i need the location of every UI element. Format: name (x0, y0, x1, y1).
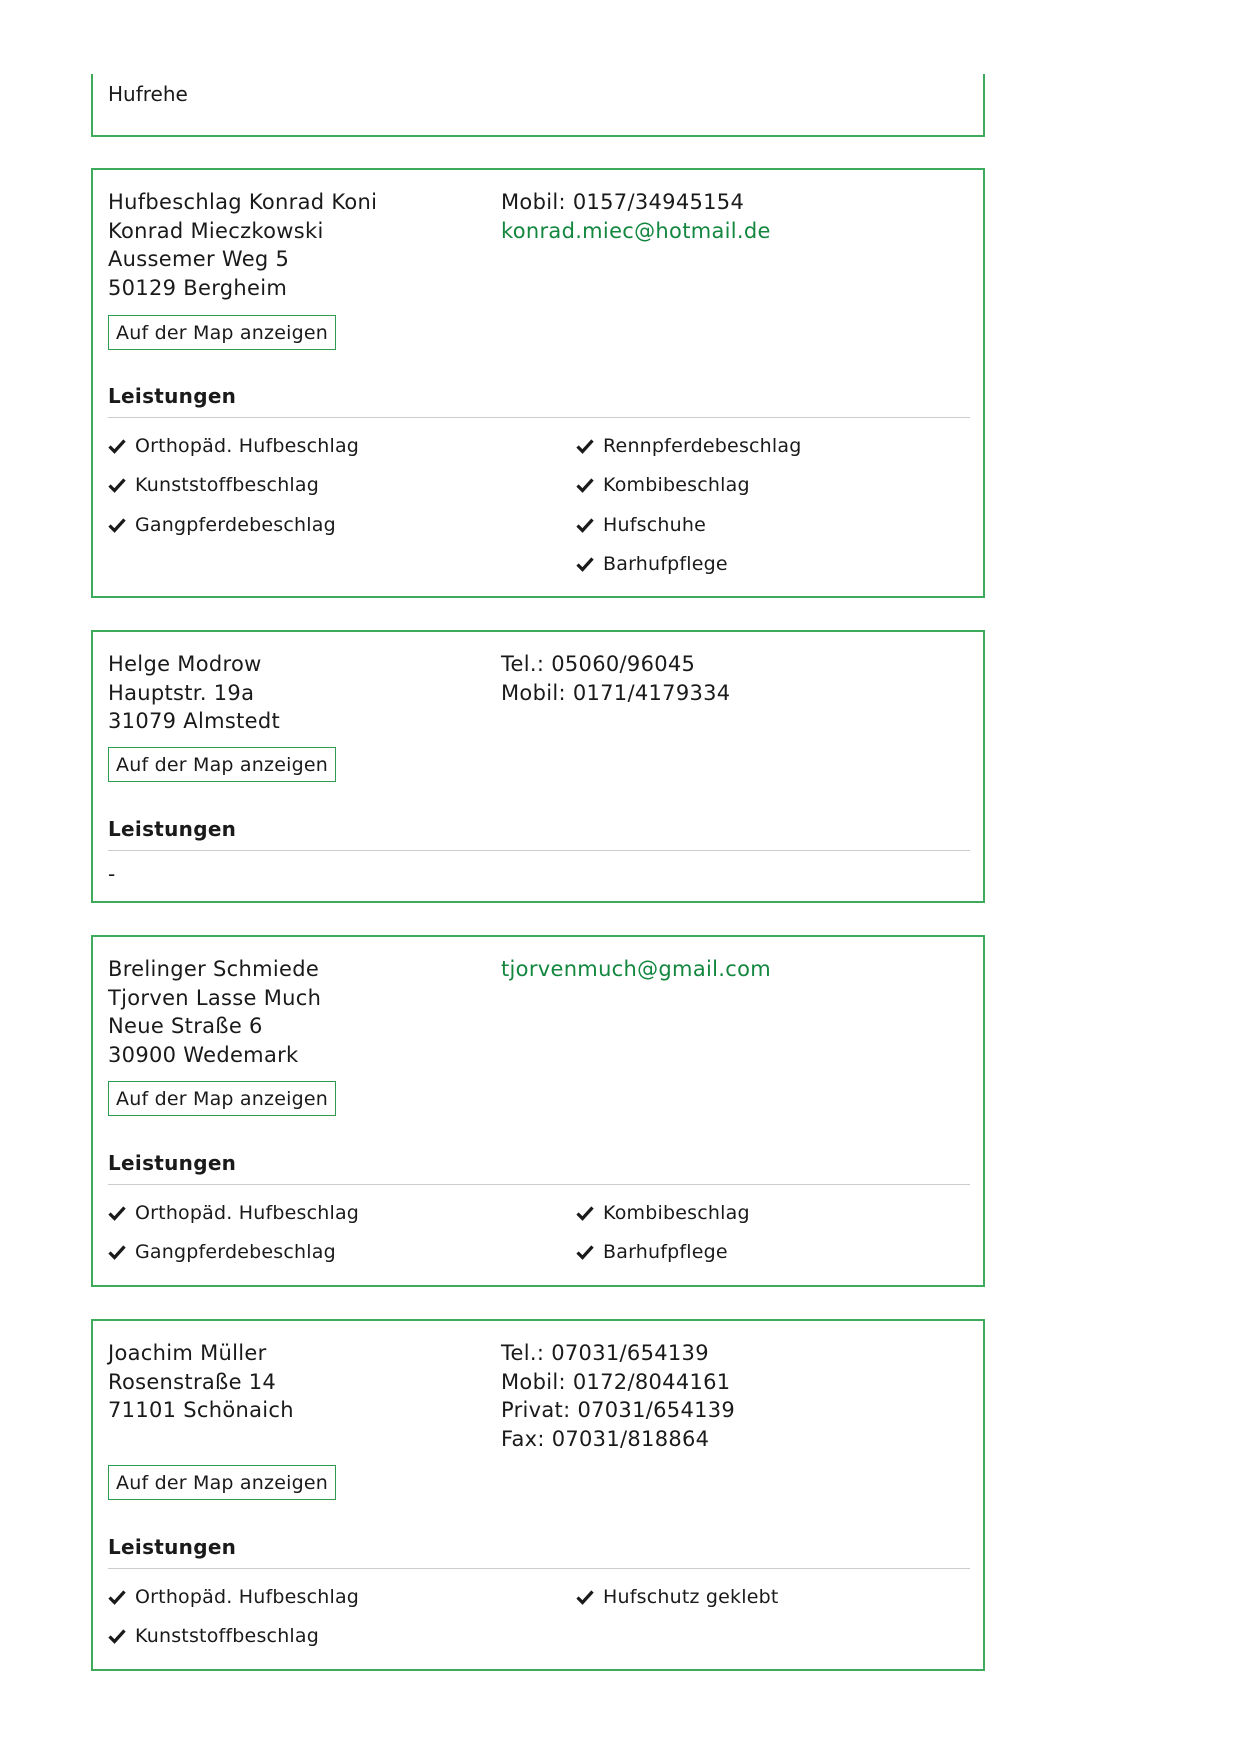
service-label: Gangpferdebeschlag (135, 513, 336, 536)
farrier-card (91, 168, 985, 598)
check-icon (108, 1588, 126, 1606)
check-icon (576, 1588, 594, 1606)
contact-block (501, 1339, 961, 1453)
business-name: Hufbeschlag Konrad Koni (108, 190, 378, 214)
check-icon (108, 1243, 126, 1261)
owner-name: Joachim Müller (108, 1341, 267, 1365)
service-item (108, 1193, 528, 1233)
service-label: Kunststoffbeschlag (135, 474, 320, 497)
street: Neue Straße 6 (108, 1014, 263, 1038)
services-right-column (576, 1193, 996, 1272)
check-icon (576, 516, 594, 534)
show-on-map-button[interactable]: Auf der Map anzeigen (108, 1081, 336, 1116)
service-label: Rennpferdebeschlag (603, 434, 802, 457)
no-services-placeholder: - (108, 862, 116, 886)
service-label: Gangpferdebeschlag (135, 1241, 336, 1264)
service-item (108, 1617, 528, 1657)
service-item (108, 505, 528, 545)
check-icon (576, 1204, 594, 1222)
check-icon (576, 476, 594, 494)
postal-city: 31079 Almstedt (108, 709, 280, 733)
street: Hauptstr. 19a (108, 680, 255, 705)
services-divider (108, 1568, 970, 1569)
show-on-map-button[interactable]: Auf der Map anzeigen (108, 315, 336, 350)
show-on-map-button[interactable]: Auf der Map anzeigen (108, 1465, 336, 1500)
services-left-column (108, 1193, 528, 1272)
services-right-column (576, 1577, 996, 1617)
check-icon (108, 437, 126, 455)
check-icon (576, 555, 594, 573)
services-right-column (576, 426, 996, 584)
service-item (108, 466, 528, 506)
farrier-card (91, 1319, 985, 1671)
farrier-card (91, 630, 985, 903)
services-left-column (108, 1577, 528, 1656)
owner-name: Konrad Mieczkowski (108, 218, 324, 243)
mobile-number: Mobil: 0171/4179334 (501, 680, 731, 705)
check-icon (576, 1243, 594, 1261)
email-link[interactable]: tjorvenmuch@gmail.com (501, 957, 771, 981)
contact-block (501, 188, 961, 245)
services-heading: Leistungen (108, 817, 237, 841)
service-label: Orthopäd. Hufbeschlag (135, 434, 360, 457)
check-icon (108, 516, 126, 534)
farrier-card-partial (91, 74, 985, 137)
service-item-label: Hufrehe (108, 82, 188, 106)
address-block (108, 955, 488, 1069)
postal-city: 71101 Schönaich (108, 1398, 294, 1422)
services-divider (108, 1184, 970, 1185)
postal-city: 50129 Bergheim (108, 275, 288, 300)
postal-city: 30900 Wedemark (108, 1042, 299, 1067)
service-item (108, 1233, 528, 1273)
check-icon (108, 1204, 126, 1222)
service-item (576, 1233, 996, 1273)
service-label: Barhufpflege (603, 1241, 728, 1264)
services-divider (108, 850, 970, 851)
street: Aussemer Weg 5 (108, 247, 290, 271)
check-icon (108, 1627, 126, 1645)
contact-block (501, 650, 961, 707)
service-item (576, 505, 996, 545)
service-item (576, 1577, 996, 1617)
service-item (576, 426, 996, 466)
mobile-number: Mobil: 0157/34945154 (501, 190, 745, 214)
service-label: Kombibeschlag (603, 1201, 750, 1224)
service-item (576, 1193, 996, 1233)
mobile-number: Mobil: 0172/8044161 (501, 1369, 731, 1394)
service-label: Barhufpflege (603, 553, 728, 576)
service-label: Kunststoffbeschlag (135, 1625, 320, 1648)
service-item (108, 426, 528, 466)
service-label: Hufschuhe (603, 513, 706, 536)
service-label: Hufschutz geklebt (603, 1585, 779, 1608)
fax-number: Fax: 07031/818864 (501, 1426, 710, 1451)
business-name: Brelinger Schmiede (108, 957, 320, 981)
service-item (576, 545, 996, 585)
phone-number: Tel.: 07031/654139 (501, 1341, 709, 1365)
owner-name: Helge Modrow (108, 652, 262, 676)
farrier-card (91, 935, 985, 1287)
address-block (108, 1339, 488, 1425)
check-icon (576, 437, 594, 455)
email-link[interactable]: konrad.miec@hotmail.de (501, 218, 771, 243)
services-heading: Leistungen (108, 1535, 237, 1559)
contact-block (501, 955, 961, 984)
address-block (108, 650, 488, 736)
service-item (576, 466, 996, 506)
services-heading: Leistungen (108, 1151, 237, 1175)
owner-name: Tjorven Lasse Much (108, 985, 322, 1010)
service-label: Kombibeschlag (603, 474, 750, 497)
show-on-map-button[interactable]: Auf der Map anzeigen (108, 747, 336, 782)
services-heading: Leistungen (108, 384, 237, 408)
service-label: Orthopäd. Hufbeschlag (135, 1201, 360, 1224)
street: Rosenstraße 14 (108, 1369, 277, 1394)
services-divider (108, 417, 970, 418)
address-block (108, 188, 488, 302)
service-item (108, 1577, 528, 1617)
check-icon (108, 476, 126, 494)
private-number: Privat: 07031/654139 (501, 1398, 736, 1422)
service-label: Orthopäd. Hufbeschlag (135, 1585, 360, 1608)
services-left-column (108, 426, 528, 545)
phone-number: Tel.: 05060/96045 (501, 652, 696, 676)
